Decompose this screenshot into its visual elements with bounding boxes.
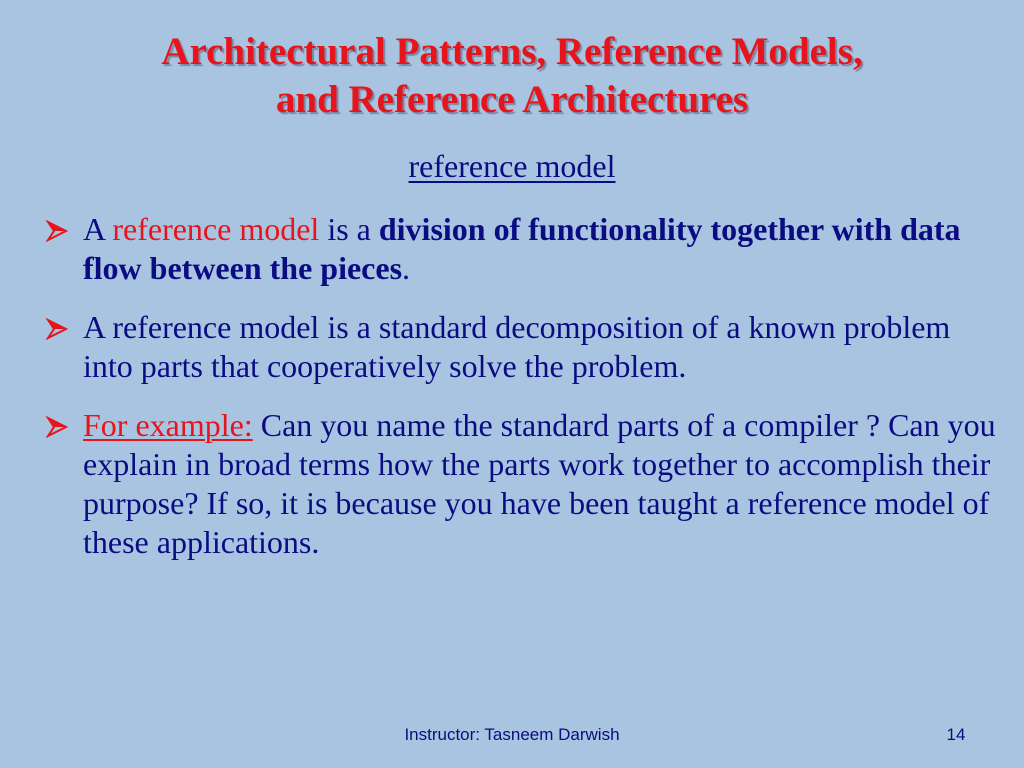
bullet-3-body: Can you name the standard parts of a compiler ? Can you explain in broad terms how the parts work together to accomplish their purpose? If so, it is because you have been taught a reference model of these applications.	[83, 407, 996, 560]
bullet-1-definition: division of functionality together with data flow between the pieces	[83, 211, 961, 286]
arrowhead-bullet-icon	[46, 210, 83, 249]
arrowhead-bullet-icon	[46, 308, 83, 347]
bullet-list	[46, 210, 996, 582]
bullet-text-3	[83, 406, 996, 562]
bullet-item-2	[46, 308, 996, 386]
slide-title-line-2: and Reference Architectures	[275, 78, 749, 121]
slide-subtitle: reference model	[408, 148, 616, 184]
slide-title-line-1: Architectural Patterns, Reference Models,	[161, 30, 863, 73]
bullet-1-lead: A	[83, 211, 113, 247]
bullet-text-2: A reference model is a standard decomposition of a known problem into parts that cooperatively solve the problem.	[83, 309, 951, 384]
bullet-item-1	[46, 210, 996, 288]
arrowhead-bullet-icon	[46, 406, 83, 445]
bullet-text-1	[83, 210, 996, 288]
footer-page-number: 14	[946, 725, 966, 744]
slide-title	[40, 28, 984, 124]
bullet-3-lead: For example:	[83, 407, 253, 443]
bullet-item-3	[46, 406, 996, 562]
bullet-1-term: reference model	[112, 211, 320, 247]
footer-instructor: Instructor: Tasneem Darwish	[404, 725, 620, 744]
bullet-1-period: .	[402, 250, 411, 286]
bullet-1-connector: is a	[319, 211, 379, 247]
